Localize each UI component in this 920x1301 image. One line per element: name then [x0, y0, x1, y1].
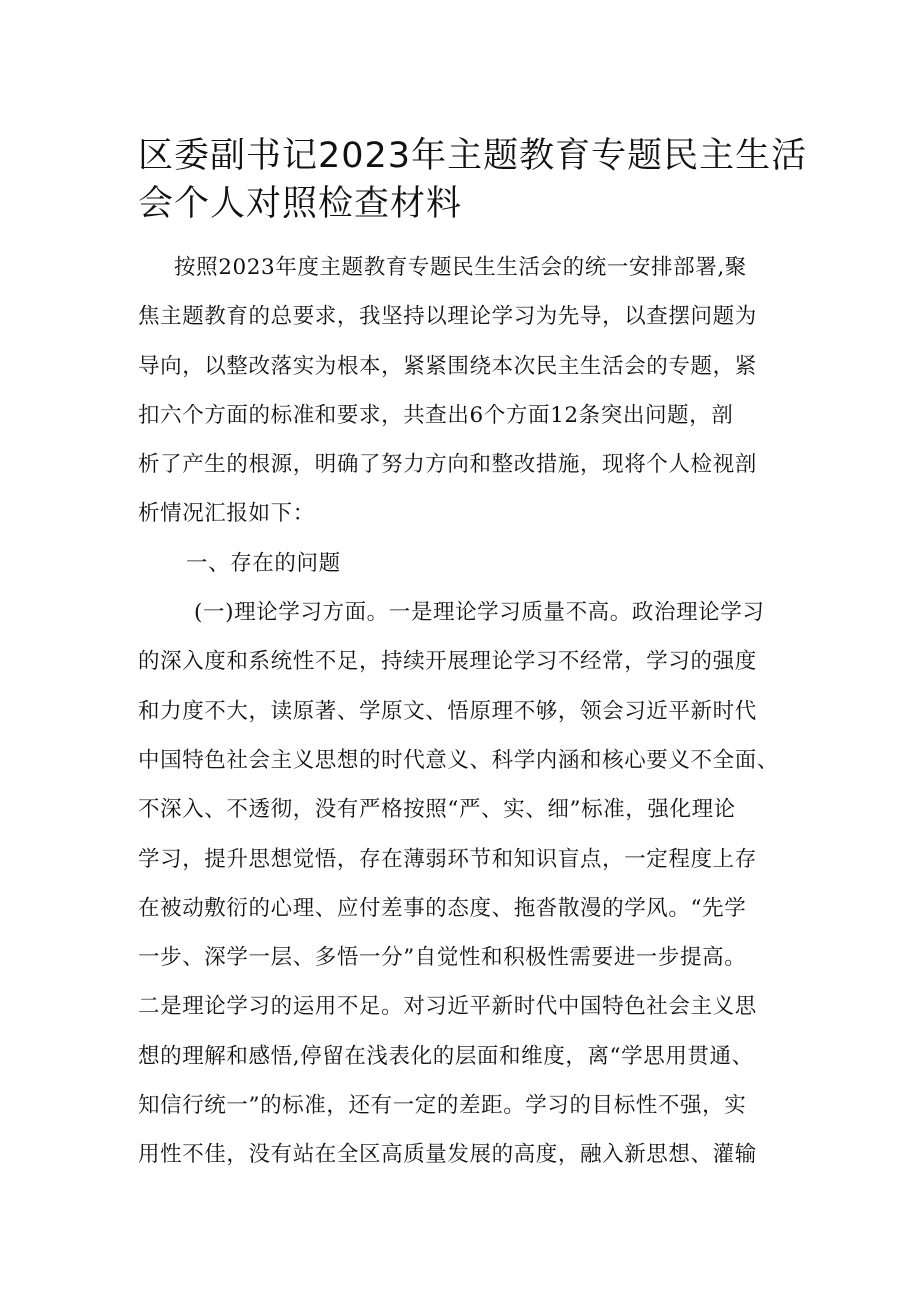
subsection-line-3: 和力度不大，读原著、学原文、悟原理不够，领会习近平新时代 [138, 698, 757, 724]
subsection-line-12: 用性不佳，没有站在全区高质量发展的高度，融入新思想、灌输 [138, 1142, 757, 1168]
section-heading: 一、存在的问题 [186, 550, 341, 576]
subsection-line-5: 不深入、不透彻，没有严格按照“严、实、细”标准，强化理论 [138, 797, 736, 823]
intro-line-5: 析了产生的根源，明确了努力方向和整改措施，现将个人检视剖 [138, 452, 757, 478]
subsection-line-8: 一步、深学一层、多悟一分”自觉性和积极性需要进一步提高。 [138, 945, 747, 971]
title-line-1: 区委副书记2023年主题教育专题民主生活 [138, 136, 808, 176]
intro-line-4: 扣六个方面的标准和要求，共查出6个方面12条突出问题，剖 [138, 402, 734, 428]
document-title [138, 132, 808, 228]
intro-line-1: 按照2023年度主题教育专题民生生活会的统一安排部署,聚 [174, 255, 747, 280]
subsection-line-1: (一)理论学习方面。一是理论学习质量不高。政治理论学习 [194, 600, 765, 626]
intro-line-6: 析情况汇报如下： [138, 501, 315, 527]
intro-line-3: 导向，以整改落实为根本，紧紧围绕本次民主生活会的专题，紧 [138, 353, 757, 379]
subsection-line-6: 学习，提升思想觉悟，存在薄弱环节和知识盲点，一定程度上存 [138, 846, 757, 872]
subsection-line-7: 在被动敷衍的心理、应付差事的态度、拖沓散漫的学风。“先学 [138, 895, 747, 921]
title-line-2: 会个人对照检查材料 [138, 184, 463, 224]
subsection-line-10: 想的理解和感悟,停留在浅表化的层面和维度，离“学思用贯通、 [138, 1043, 754, 1069]
intro-line-2: 焦主题教育的总要求，我坚持以理论学习为先导，以查摆问题为 [138, 304, 757, 330]
subsection-line-11: 知信行统一”的标准，还有一定的差距。学习的目标性不强，实 [138, 1093, 747, 1119]
subsection-line-4: 中国特色社会主义思想的时代意义、科学内涵和核心要义不全面、 [138, 747, 779, 773]
subsection-line-2: 的深入度和系统性不足，持续开展理论学习不经常，学习的强度 [138, 649, 757, 675]
subsection-line-9: 二是理论学习的运用不足。对习近平新时代中国特色社会主义思 [138, 994, 757, 1020]
document-body [138, 243, 798, 1180]
